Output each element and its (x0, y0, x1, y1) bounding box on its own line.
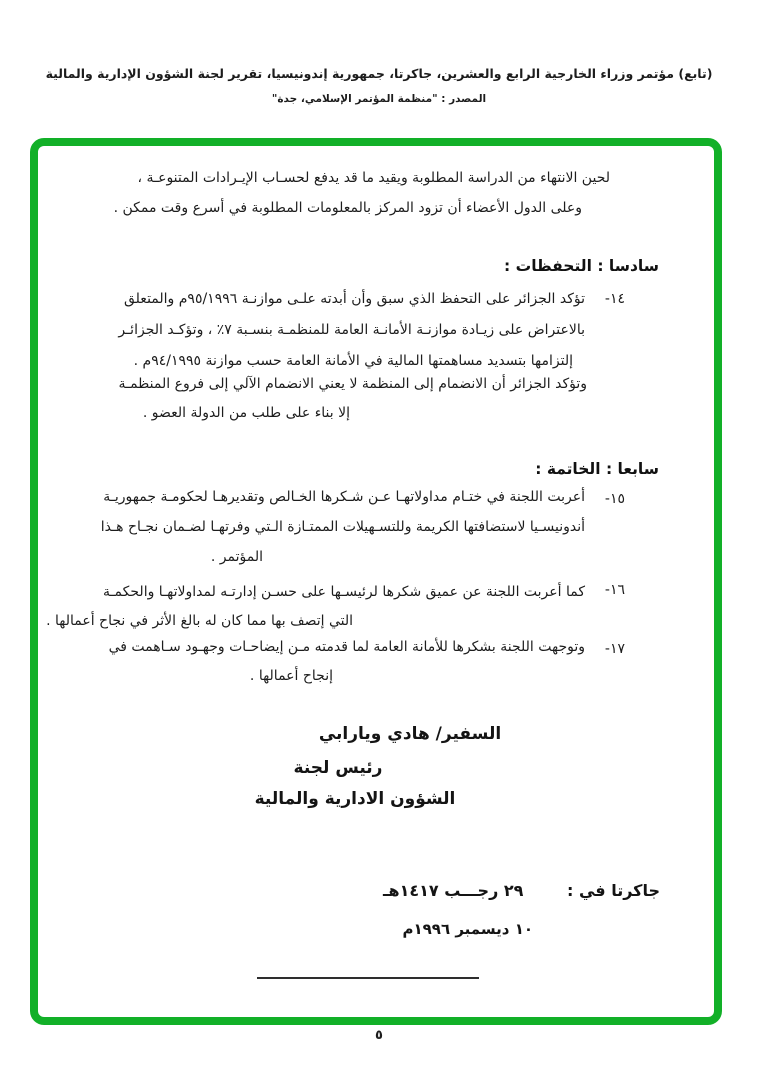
item-15-number: ١٥- (604, 491, 625, 507)
item-14-line-2: بالاعتراض على زيـادة موازنـة الأمانـة العامة للمنظمـة بنسـبة ٧٪ ، وتؤكـد الجزائـر (118, 322, 585, 338)
item-14-cont-2: إلا بناء على طلب من الدولة العضو . (142, 405, 350, 421)
section-seven-heading: سابعا : الخاتمة : (535, 460, 659, 478)
item-15-line-1: أعربت اللجنة في ختـام مداولاتهـا عـن شـكرها الخـالص وتقديرهـا لحكومـة جمهوريـة (103, 489, 585, 505)
item-17-number: ١٧- (604, 641, 625, 657)
signature-committee: الشؤون الادارية والمالية (254, 789, 456, 809)
dateline-gregorian-date: ١٠ ديسمبر ١٩٩٦م (402, 920, 533, 938)
item-17-line-1: وتوجهت اللجنة بشكرها للأمانة العامة لما قدمته مـن إيضاحـات وجهـود سـاهمت في (108, 639, 585, 655)
page-number: ٥ (375, 1028, 383, 1043)
footer-divider-line (257, 977, 479, 979)
document-source: المصدر : "منظمة المؤتمر الإسلامي، جدة" (271, 93, 487, 105)
intro-line-1: لحين الانتهاء من الدراسة المطلوبة ويقيد ما قد يدفع لحسـاب الإيـرادات المتنوعـة ، (137, 170, 610, 186)
item-14-number: ١٤- (604, 291, 625, 307)
item-16-line-2: التي إتصف بها مما كان له بالغ الأثر في نجاح أعمالها . (46, 613, 353, 629)
document-title: (تابع) مؤتمر وزراء الخارجية الرابع والعشرين، جاكرتا، جمهورية إندونيسيا، تقرير لجنة الشؤون الإدارية والمالية (45, 66, 713, 81)
item-15-line-3: المؤتمر . (210, 549, 263, 565)
signature-title: رئيس لجنة (293, 758, 383, 778)
signature-name: السفير/ هادي ويارابي (318, 724, 502, 744)
intro-line-2: وعلى الدول الأعضاء أن تزود المركز بالمعلومات المطلوبة في أسرع وقت ممكن . (113, 200, 582, 216)
item-14-line-3: إلتزامها بتسديد مساهمتها المالية في الأمانة العامة حسب موازنة ٩٤/١٩٩٥م . (133, 353, 573, 369)
dateline-hijri-row (383, 881, 660, 900)
item-14-line-1: تؤكد الجزائر على التحفظ الذي سبق وأن أبدته علـى موازنـة ٩٥/١٩٩٦م والمتعلق (124, 291, 585, 307)
item-16-line-1: كما أعربت اللجنة عن عميق شكرها لرئيسـها على حسـن إدارتـه لمداولاتهـا والحكمـة (102, 584, 585, 600)
dateline-place-label: جاكرتا في : (566, 881, 660, 900)
item-15-line-2: أندونيسـيا لاستضافتها الكريمة وللتسـهيلات الممتـازة الـتي وفرتهـا لضـمان نجـاح هـذا (100, 519, 585, 535)
dateline-hijri-date: ٢٩ رجـــب ١٤١٧هـ (383, 881, 524, 900)
section-six-heading: سادسا : التحفظات : (504, 257, 659, 275)
item-17-line-2: إنجاح أعمالها . (249, 668, 333, 684)
item-14-cont-1: وتؤكد الجزائر أن الانضمام إلى المنظمة لا يعني الانضمام الآلي إلى فروع المنظمـة (118, 376, 587, 392)
item-16-number: ١٦- (604, 582, 625, 598)
